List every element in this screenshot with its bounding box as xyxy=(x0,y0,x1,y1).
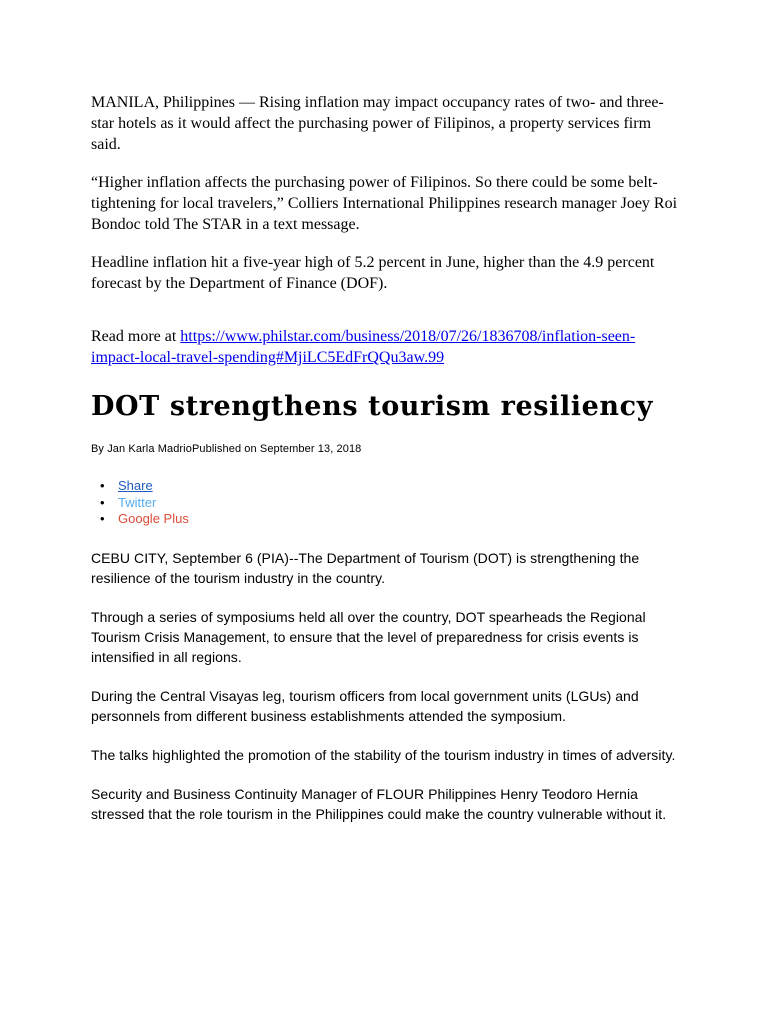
intro-paragraph-3: Headline inflation hit a five-year high of 5.2 percent in June, higher than the 4.9 percent forecast by the Department of Finance (DOF). xyxy=(91,254,655,292)
twitter-list-item xyxy=(100,494,681,512)
body-paragraph-3: During the Central Visayas leg, tourism officers from local government units (LGUs) and personnels from different business establishments attended the symposium. xyxy=(91,687,639,724)
read-more-line xyxy=(91,326,681,368)
bullet-icon: • xyxy=(100,478,105,493)
read-more-prefix: Read more at xyxy=(91,328,181,345)
read-more-link[interactable]: https://www.philstar.com/business/2018/07/26/1836708/inflation-seen-impact-local-travel-spending#MjiLC5EdFrQQu3aw.99 xyxy=(91,328,636,366)
bullet-icon: • xyxy=(100,494,105,510)
share-list-item xyxy=(100,478,681,495)
body-paragraph-4: The talks highlighted the promotion of the stability of the tourism industry in times of adversity. xyxy=(91,746,676,763)
body-paragraph-5: Security and Business Continuity Manager of FLOUR Philippines Henry Teodoro Hernia stressed that the role tourism in the Philippines could make the country vulnerable without it. xyxy=(91,785,667,822)
google-plus-list-item xyxy=(100,511,681,528)
document-page xyxy=(91,92,681,824)
share-list xyxy=(91,478,681,528)
intro-paragraph-1: MANILA, Philippines — Rising inflation may impact occupancy rates of two- and three-star hotels as it would affect the purchasing power of Filipinos, a property services firm said. xyxy=(91,94,664,153)
article-byline: By Jan Karla MadrioPublished on September 13, 2018 xyxy=(91,443,362,455)
body-paragraph-1: CEBU CITY, September 6 (PIA)--The Department of Tourism (DOT) is strengthening the resilience of the tourism industry in the country. xyxy=(91,549,640,586)
intro-paragraph-2: “Higher inflation affects the purchasing power of Filipinos. So there could be some belt-tightening for local travelers,” Colliers International Philippines research manager Joey Roi Bondoc told The STAR in a text message. xyxy=(91,174,678,233)
article-headline: DOT strengthens tourism resiliency xyxy=(91,391,653,422)
bullet-icon: • xyxy=(100,511,105,526)
body-paragraph-2: Through a series of symposiums held all over the country, DOT spearheads the Regional Tourism Crisis Management, to ensure that the level of preparedness for crisis events is intensified in all regions. xyxy=(91,608,646,665)
google-plus-link[interactable]: Google Plus xyxy=(118,511,189,526)
share-link[interactable]: Share xyxy=(118,478,153,493)
twitter-link[interactable]: Twitter xyxy=(118,494,157,510)
